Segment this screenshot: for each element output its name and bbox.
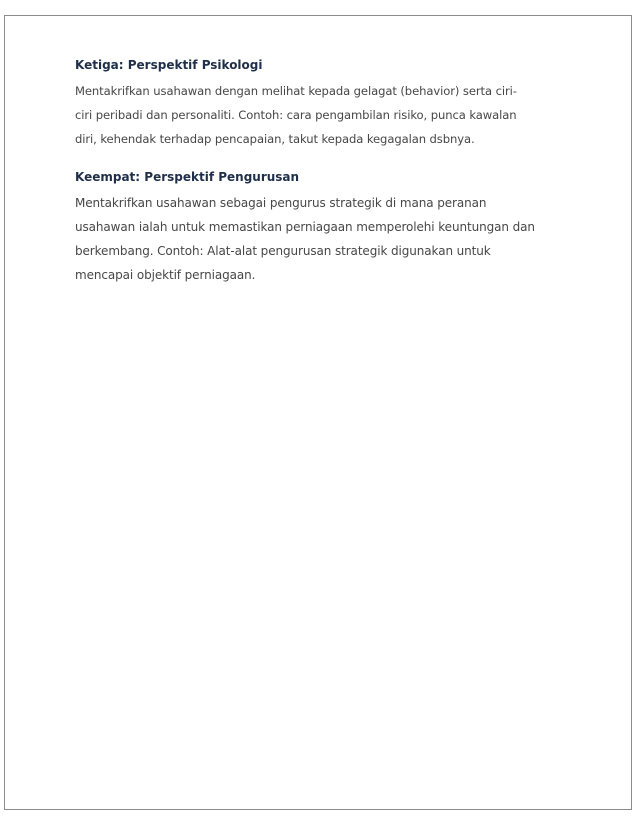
paragraph-line: berkembang. Contoh: Alat-alat pengurusan strategik digunakan untuk — [75, 244, 491, 258]
section-perspektif-pengurusan — [75, 168, 575, 287]
paragraph-line: Mentakrifkan usahawan dengan melihat kepada gelagat (behavior) serta ciri- — [75, 84, 517, 98]
paragraph-line: usahawan ialah untuk memastikan perniagaan memperolehi keuntungan dan — [75, 220, 535, 234]
paragraph-line: mencapai objektif perniagaan. — [75, 268, 256, 282]
paragraph-line: diri, kehendak terhadap pencapaian, takut kepada kegagalan dsbnya. — [75, 132, 475, 146]
paragraph-line: ciri peribadi dan personaliti. Contoh: cara pengambilan risiko, punca kawalan — [75, 108, 517, 122]
section-heading: Keempat: Perspektif Pengurusan — [75, 170, 300, 184]
section-heading: Ketiga: Perspektif Psikologi — [75, 58, 263, 72]
paragraph-line: Mentakrifkan usahawan sebagai pengurus strategik di mana peranan — [75, 196, 487, 210]
document-page — [4, 15, 632, 810]
section-perspektif-psikologi — [75, 56, 575, 151]
